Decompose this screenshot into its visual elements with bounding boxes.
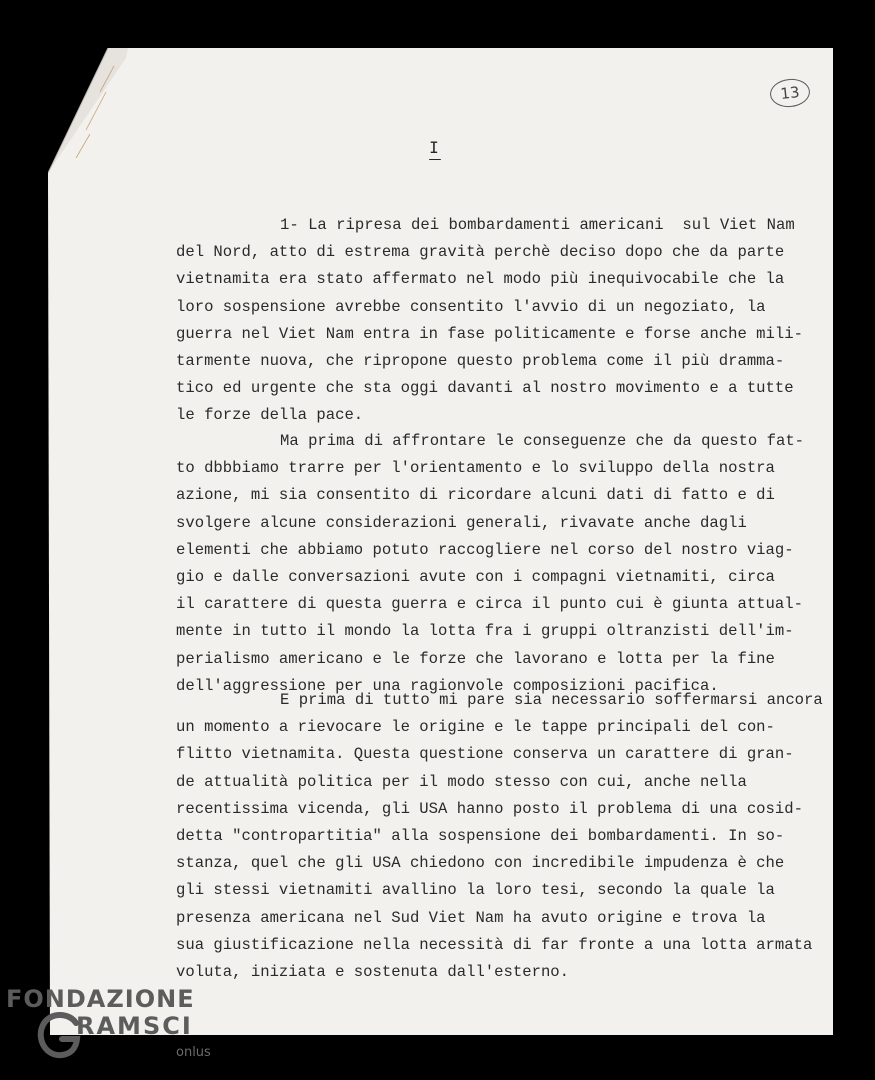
text-line: mente in tutto il mondo la lotta fra i gruppi oltranzisti dell'im- — [176, 622, 794, 641]
text-line: gio e dalle conversazioni avute con i compagni vietnamiti, circa — [176, 567, 775, 586]
text-line: recentissima vicenda, gli USA hanno posto il problema di una cosid- — [176, 799, 803, 818]
text-line: loro sospensione avrebbe consentito l'avvio di un negoziato, la — [176, 297, 766, 316]
text-line: le forze della pace. — [176, 406, 364, 425]
text-line: il carattere di questa guerra e circa il punto cui è giunta attual- — [176, 595, 803, 614]
text-line: 1- La ripresa dei bombardamenti americani sul Viet Nam — [280, 216, 795, 234]
text-line: Ma prima di affrontare le conseguenze che da questo fat- — [280, 432, 805, 450]
text-line: un momento a rievocare le origine e le tappe principali del con- — [176, 718, 775, 737]
paragraph-3 — [176, 687, 826, 986]
text-line: voluta, iniziata e sostenuta dall'esterno. — [176, 962, 570, 981]
text-line: gli stessi vietnamiti avallino la loro tesi, secondo la quale la — [176, 881, 775, 900]
text-line: stanza, quel che gli USA chiedono con incredibile impudenza è che — [176, 854, 785, 873]
text-line: perialismo americano e le forze che lavorano e lotta per la fine — [176, 649, 775, 668]
section-heading: I — [429, 138, 441, 157]
paragraph-2 — [176, 428, 826, 700]
text-line: presenza americana nel Sud Viet Nam ha avuto origine e trova la — [176, 908, 766, 927]
text-line: flitto vietnamita. Questa questione conserva un carattere di gran- — [176, 745, 794, 764]
text-line: tico ed urgente che sta oggi davanti al nostro movimento e a tutte — [176, 379, 794, 398]
text-line: detta "contropartitia" alla sospensione dei bombardamenti. In so- — [176, 826, 785, 845]
text-line: to dbbbiamo trarre per l'orientamento e lo sviluppo della nostra — [176, 459, 775, 478]
text-line: de attualità politica per il modo stesso con cui, anche nella — [176, 772, 747, 791]
paragraph-1 — [176, 212, 826, 430]
page-number: 13 — [769, 77, 812, 109]
fondazione-gramsci-watermark — [6, 985, 226, 1075]
text-line: dell'aggressione per una ragionvole composizioni pacifica. — [176, 676, 719, 695]
text-line: tarmente nuova, che ripropone questo problema come il più dramma- — [176, 351, 785, 370]
text-line: guerra nel Viet Nam entra in fase politicamente e forse anche mili- — [176, 324, 803, 343]
watermark-line-3: onlus — [176, 1045, 211, 1060]
text-line: azione, mi sia consentito di ricordare alcuni dati di fatto e di — [176, 486, 775, 505]
watermark-line-1: FONDAZIONE — [6, 985, 195, 1013]
watermark-line-2: RAMSCI — [76, 1012, 193, 1040]
text-line: sua giustificazione nella necessità di far fronte a una lotta armata — [176, 935, 813, 954]
text-line: E prima di tutto mi pare sia necessario soffermarsi ancora — [280, 691, 823, 709]
text-line: elementi che abbiamo potuto raccogliere nel corso del nostro viag- — [176, 540, 794, 559]
text-line: del Nord, atto di estrema gravità perchè deciso dopo che da parte — [176, 243, 785, 262]
text-line: svolgere alcune considerazioni generali, rivavate anche dagli — [176, 513, 747, 532]
text-line: vietnamita era stato affermato nel modo più inequivocabile che la — [176, 270, 785, 289]
